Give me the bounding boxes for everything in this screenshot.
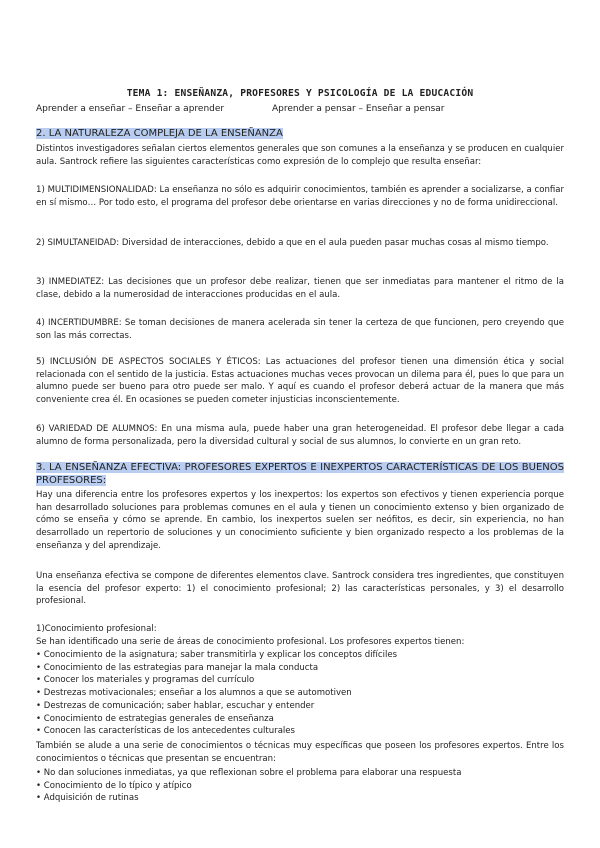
list-item: • No dan soluciones inmediatas, ya que reflexionan sobre el problema para elaborar una respuesta [36,768,462,778]
item-multidimensionalidad: 1) MULTIDIMENSIONALIDAD: La enseñanza no sólo es adquirir conocimientos, también es aprender a socializarse, a confiar en sí mismo… Por todo esto, el programa del profesor debe orientarse en varias direcciones y no de forma unidireccional. [36,185,564,208]
subtitle-right: Aprender a pensar – Enseñar a pensar [272,104,445,114]
item-variedad-alumnos: 6) VARIEDAD DE ALUMNOS: En una misma aula, puede haber una gran heterogeneidad. El profesor debe llegar a cada alumno de forma personalizada, pero la diversidad cultural y social de sus alumnos, lo convierte en un gran reto. [36,424,564,447]
list-item: • Destrezas de comunicación; saber hablar, escuchar y entender [36,700,315,711]
list-item: • Conocen las características de los antecedentes culturales [36,726,296,737]
section-3-paragraph-2: Una enseñanza efectiva se compone de diferentes elementos clave. Santrock considera tres ingredientes, que constituyen la esencia del profesor experto: 1) el conocimiento profesional; 2) las características personales, y 3) el desarrollo profesional. [36,571,564,607]
subtitle-left: Aprender a enseñar – Enseñar a aprender [36,104,225,114]
list-item: • Conocimiento de la asignatura; saber transmitirla y explicar los conceptos difíciles [36,650,398,660]
item-incertidumbre: 4) INCERTIDUMBRE: Se toman decisiones de manera acelerada sin tener la certeza de que funcionen, pero creyendo que son las más correctas. [36,318,564,341]
bullet-list-2 [36,767,564,805]
section-3-heading-text: 3. LA ENSEÑANZA EFECTIVA: PROFESORES EXPERTOS E INEXPERTOS CARACTERÍSTICAS DE LOS BUENOS PROFESORES: [36,462,564,486]
item-aspectos-sociales: 5) INCLUSIÓN DE ASPECTOS SOCIALES Y ÉTICOS: Las actuaciones del profesor tienen una dimensión ética y social relacionada con el sentido de la justicia. Estas actuaciones muchas veces provocan un dilema para él, pues lo que para un alumno puede ser bueno para otro puede ser malo. Y aquí es cuando el profesor deberá actuar de la manera que más conveniente crea él. En ocasiones se pueden cometer injusticias inconscientemente. [36,357,564,406]
section-2-heading-text: 2. LA NATURALEZA COMPLEJA DE LA ENSEÑANZA [36,128,283,139]
section-2-intro: Distintos investigadores señalan ciertos elementos generales que son comunes a la enseñanza y se producen en cualquier aula. Santrock refiere las siguientes características como expresión de lo complejo que resulta enseñar: [36,144,564,167]
item-simultaneidad: 2) SIMULTANEIDAD: Diversidad de interacciones, debido a que en el aula pueden pasar muchas cosas al mismo tiempo. [36,238,549,248]
list-item: • Adquisición de rutinas [36,793,139,804]
item-inmediatez: 3) INMEDIATEZ: Las decisiones que un profesor debe realizar, tienen que ser inmediatas para mantener el ritmo de la clase, debido a la numerosidad de interacciones producidas en el aula. [36,277,564,300]
list-item: • Conocer los materiales y programas del currículo [36,675,255,686]
bullet-list-1 [36,649,564,738]
subsection-1-title: 1)Conocimiento profesional: [36,624,157,634]
section-3-paragraph-1: Hay una diferencia entre los profesores expertos y los inexpertos: los expertos son efectivos y tienen experiencia porque han desarrollado soluciones para problemas comunes en el aula y tienen un conocimiento extenso y bien organizado de cómo se enseña y cómo se aprende. En cambio, los inexpertos suelen ser neófitos, es decir, sin experiencia, no han desarrollado un repertorio de soluciones y un conocimiento suficiente y bien organizado respecto a los problemas de la enseñanza y del aprendizaje. [36,490,564,551]
list-item: • Destrezas motivacionales; enseñar a los alumnos a que se automotiven [36,688,352,699]
section-3-heading [36,462,564,487]
section-3-paragraph-3: También se alude a una serie de conocimientos o técnicas muy específicas que poseen los profesores expertos. Entre los conocimientos o técnicas que presentan se encuentran: [36,741,564,764]
document-title: TEMA 1: ENSEÑANZA, PROFESORES Y PSICOLOGÍA DE LA EDUCACIÓN [126,88,474,99]
list-item: • Conocimiento de lo típico y atípico [36,780,192,791]
subsection-1-intro: Se han identificado una serie de áreas de conocimiento profesional. Los profesores expertos tienen: [36,637,465,647]
list-item: • Conocimiento de las estrategias para manejar la mala conducta [36,662,319,673]
section-2-heading [36,128,564,141]
list-item: • Conocimiento de estrategias generales de enseñanza [36,713,274,724]
